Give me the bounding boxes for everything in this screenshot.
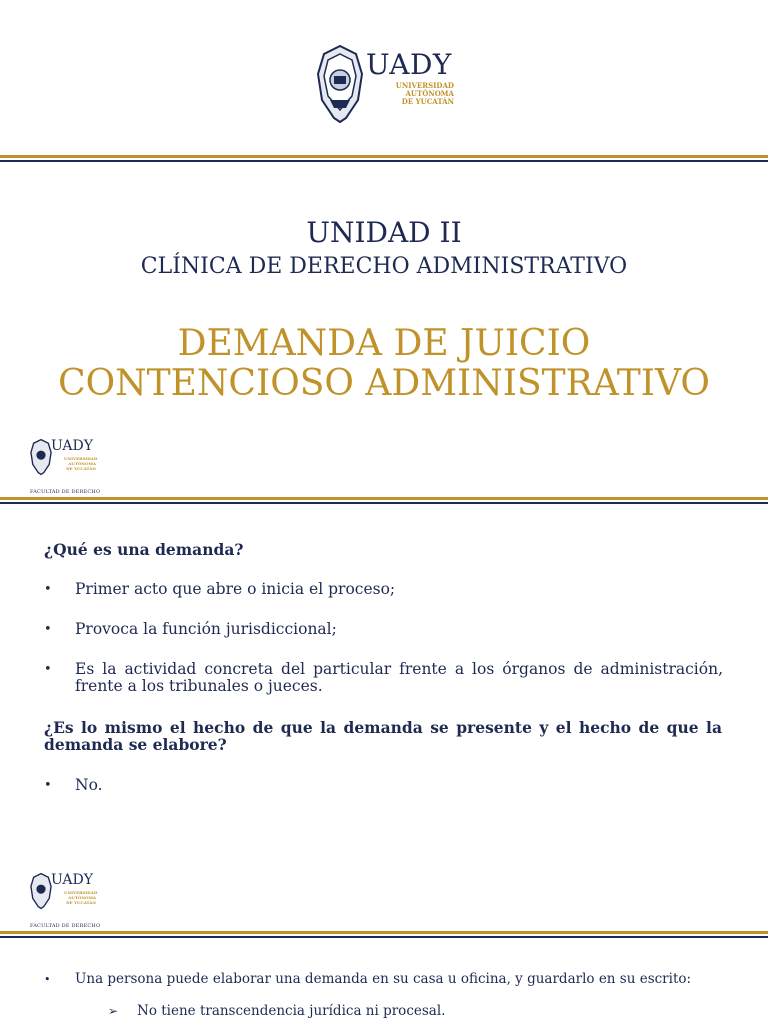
divider-navy [0, 936, 768, 938]
logo-subtitle [64, 890, 96, 905]
logo-subtitle-line: AUTÓNOMA [405, 89, 454, 98]
university-seal-icon [316, 44, 364, 124]
sub-bullet-item: No tiene transcendencia jurídica ni procesal. [137, 1003, 446, 1019]
divider-gold [0, 155, 768, 158]
logo-subtitle-line: DE YUCATÁN [66, 466, 96, 471]
logo-wordmark: UADY [366, 48, 452, 81]
arrow-bullet-icon: ➢ [108, 1004, 119, 1018]
logo-subtitle-line: DE YUCATÁN [66, 900, 96, 905]
university-seal-icon [30, 872, 52, 910]
bullet-item: Provoca la función jurisdiccional; [75, 620, 337, 638]
bullet-glyph: • [44, 973, 51, 986]
bullet-item: Una persona puede elaborar una demanda en su casa u oficina, y guardarlo en su escrito: [75, 971, 692, 987]
topic-title [0, 324, 768, 404]
faculty-label: FACULTAD DE DERECHO [30, 923, 101, 929]
course-title: CLÍNICA DE DERECHO ADMINISTRATIVO [140, 254, 628, 279]
bullet-item: Es la actividad concreta del particular frente a los órganos de administración, frente a los tribunales o jueces. [75, 660, 723, 695]
divider-gold [0, 497, 768, 500]
question-what-is-demand: ¿Qué es una demanda? [44, 540, 244, 559]
logo-subtitle-line: AUTÓNOMA [68, 895, 96, 900]
logo-subtitle-line: UNIVERSIDAD [64, 890, 98, 895]
university-seal-icon [30, 438, 52, 476]
bullet-item: Primer acto que abre o inicia el proceso; [75, 580, 396, 598]
header-logo [316, 44, 456, 124]
logo-subtitle-line: AUTÓNOMA [68, 461, 96, 466]
logo-subtitle [64, 456, 96, 471]
bullet-glyph: • [44, 582, 52, 597]
slide2-logo [30, 438, 120, 496]
bullet-glyph: • [44, 662, 52, 677]
bullet-glyph: • [44, 622, 52, 637]
logo-subtitle-line: DE YUCATÁN [401, 97, 454, 106]
faculty-label: FACULTAD DE DERECHO [30, 489, 101, 495]
logo-wordmark: UADY [51, 872, 93, 888]
bullet-glyph: • [44, 778, 52, 793]
logo-subtitle-line: UNIVERSIDAD [64, 456, 98, 461]
divider-gold [0, 931, 768, 934]
topic-line-1: DEMANDA DE JUICIO [177, 323, 591, 364]
logo-wordmark: UADY [51, 438, 93, 454]
logo-subtitle-line: UNIVERSIDAD [395, 81, 454, 90]
bullet-item: No. [75, 776, 103, 794]
divider-navy [0, 502, 768, 504]
question-same-thing: ¿Es lo mismo el hecho de que la demanda se presente y el hecho de que la demanda se elabore? [44, 718, 722, 754]
topic-line-2: CONTENCIOSO ADMINISTRATIVO [58, 363, 710, 404]
slide3-logo [30, 872, 120, 930]
unit-title: UNIDAD II [306, 216, 462, 249]
divider-navy [0, 160, 768, 162]
